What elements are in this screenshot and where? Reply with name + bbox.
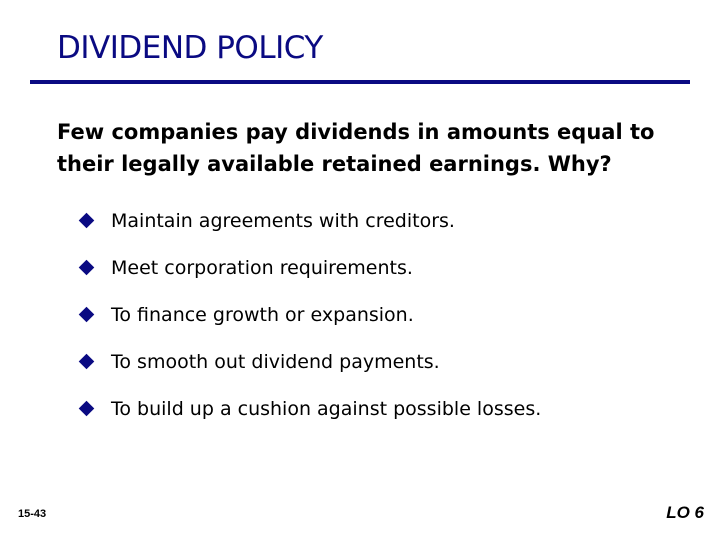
diamond-bullet-icon xyxy=(79,354,95,370)
bullet-text: To smooth out dividend payments. xyxy=(111,350,440,373)
diamond-bullet-icon xyxy=(79,307,95,323)
bullet-item xyxy=(78,338,541,385)
title-divider xyxy=(30,80,690,84)
intro-line-2: their legally available retained earnings. Why? xyxy=(57,152,612,176)
learning-objective-label: LO 6 xyxy=(666,503,704,522)
diamond-bullet-icon xyxy=(79,213,95,229)
intro-line-1: Few companies pay dividends in amounts equal to xyxy=(57,120,655,144)
bullet-text: Meet corporation requirements. xyxy=(111,256,413,279)
bullet-item xyxy=(78,197,541,244)
diamond-bullet-icon xyxy=(79,401,95,417)
bullet-item xyxy=(78,291,541,338)
bullet-text: To build up a cushion against possible losses. xyxy=(111,397,542,420)
bullet-text: Maintain agreements with creditors. xyxy=(111,209,455,232)
bullet-item xyxy=(78,385,541,432)
slide-title: DIVIDEND POLICY xyxy=(57,30,323,66)
bullet-text: To finance growth or expansion. xyxy=(111,303,414,326)
slide-number: 15-43 xyxy=(18,508,47,520)
bullet-item xyxy=(78,244,541,291)
intro-question xyxy=(57,116,697,180)
diamond-bullet-icon xyxy=(79,260,95,276)
bullet-list xyxy=(78,197,541,432)
